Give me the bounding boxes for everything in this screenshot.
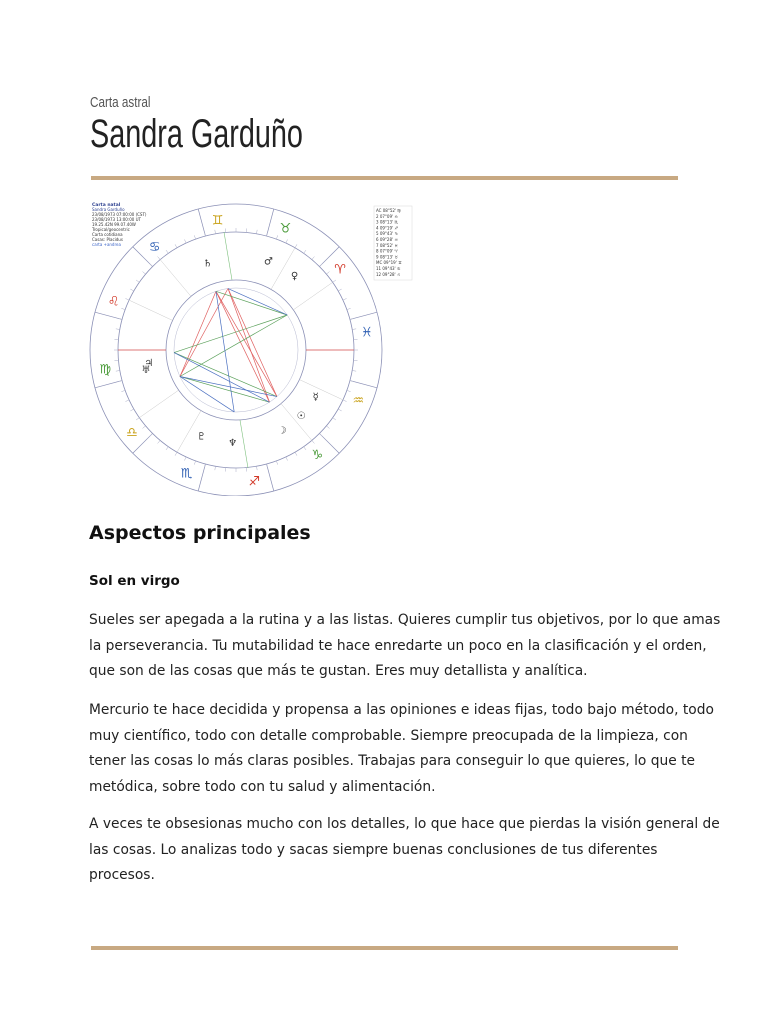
planet-glyph: ♀: [290, 271, 299, 283]
paragraph-line: Mercurio te hace decidida y propensa a las opiniones e ideas fijas, todo bajo método, todo: [89, 702, 714, 718]
houses-table-row: 6 09°28' ♒: [376, 237, 398, 242]
planet-glyph: ♂: [264, 256, 273, 268]
chart-info-line: 23/08/1973 13:00:00 UT: [92, 217, 141, 222]
paragraph-line: procesos.: [89, 867, 155, 883]
zodiac-sign-glyph: ♒: [352, 393, 365, 409]
houses-table-row: 7 08°52' ♓: [376, 242, 398, 248]
chart-info-heading: Carta natal: [92, 203, 121, 208]
houses-table-row: 11 09°43' ♋: [376, 266, 401, 271]
planet-glyph: ☉: [296, 411, 306, 423]
houses-table-row: 2 07°09' ♎: [376, 213, 398, 219]
zodiac-sign-glyph: ♋: [148, 239, 161, 255]
houses-table-row: 5 09°43' ♑: [376, 231, 398, 237]
zodiac-sign-glyph: ♐: [248, 474, 261, 490]
houses-table-row: 9 08°13' ♉: [376, 254, 398, 260]
planet-glyph: ♇: [197, 431, 207, 443]
paragraph-1: [89, 608, 721, 685]
zodiac-sign-glyph: ♏: [180, 466, 193, 482]
zodiac-sign-glyph: ♎: [126, 425, 138, 441]
page-kicker: Carta astral: [90, 94, 151, 111]
zodiac-sign-glyph: ♍: [99, 362, 112, 378]
paragraph-line: las cosas. Lo analizas todo y sacas siempre buenas conclusiones de tus diferentes: [89, 841, 658, 858]
planet-glyph: ♅: [141, 365, 151, 377]
natal-chart-image: [88, 198, 422, 496]
chart-info-line: 19.25.42N 99.07.40W: [92, 222, 136, 227]
planet-glyph: ☿: [312, 392, 319, 403]
houses-table-row: 4 09°19' ♐: [376, 225, 398, 231]
zodiac-sign-glyph: ♈: [334, 262, 346, 278]
houses-table-row: AC 08°52' ♍: [376, 208, 401, 213]
zodiac-sign-glyph: ♑: [311, 448, 324, 464]
chart-info-line: 23/08/1973 07:00:00 (CST): [92, 212, 147, 217]
page-title: Sandra Garduño: [90, 112, 303, 156]
houses-table-row: 12 09°28' ♌: [376, 271, 401, 277]
top-divider: [91, 176, 678, 180]
houses-table-row: MC 09°19' ♊: [376, 260, 402, 266]
planet-glyph: ☽: [277, 425, 287, 437]
houses-table-row: 8 07°09' ♈: [376, 248, 398, 254]
paragraph-line: Sueles ser apegada a la rutina y a las listas. Quieres cumplir tus objetivos, por lo que amas: [89, 612, 721, 628]
planet-glyph: ♆: [228, 437, 238, 449]
paragraph-line: metódica, sobre todo con tu salud y alimentación.: [89, 778, 436, 795]
chart-info-name: Sandra Garduño: [92, 207, 125, 212]
paragraph-line: la perseverancia. Tu mutabilidad te hace enredarte un poco en la clasificación y el orden,: [89, 637, 707, 654]
chart-info-link: carta +andrea: [92, 242, 121, 247]
zodiac-sign-glyph: ♌: [107, 294, 120, 310]
bottom-divider: [91, 946, 678, 950]
zodiac-sign-glyph: ♓: [360, 325, 373, 341]
paragraph-3: [89, 812, 720, 889]
chart-info-line: Tropical/geocentric: [92, 227, 130, 232]
planet-glyph: ♃: [144, 358, 154, 370]
chart-info-line: Casas: Placidus: [92, 237, 123, 242]
paragraph-2: [89, 698, 714, 800]
houses-table-row: 3 08°13' ♏: [376, 219, 398, 225]
paragraph-line: muy científico, todo con detalle comprobable. Siempre preocupada de la limpieza, con: [89, 727, 688, 744]
zodiac-sign-glyph: ♉: [279, 221, 292, 237]
paragraph-line: tener las cosas lo más claras posibles. Trabajas para conseguir lo que quieres, lo que te: [89, 753, 696, 769]
paragraph-line: que son de las cosas que más te gustan. Eres muy detallista y analítica.: [89, 663, 588, 679]
planet-glyph: ♄: [203, 258, 213, 270]
section-heading: Aspectos principales: [89, 522, 311, 544]
section-subheading: Sol en virgo: [89, 573, 180, 589]
zodiac-sign-glyph: ♊: [211, 213, 224, 229]
paragraph-line: A veces te obsesionas mucho con los detalles, lo que hace que pierdas la visión general de: [89, 816, 720, 832]
chart-info-line: Carta cotidiana: [92, 232, 123, 237]
